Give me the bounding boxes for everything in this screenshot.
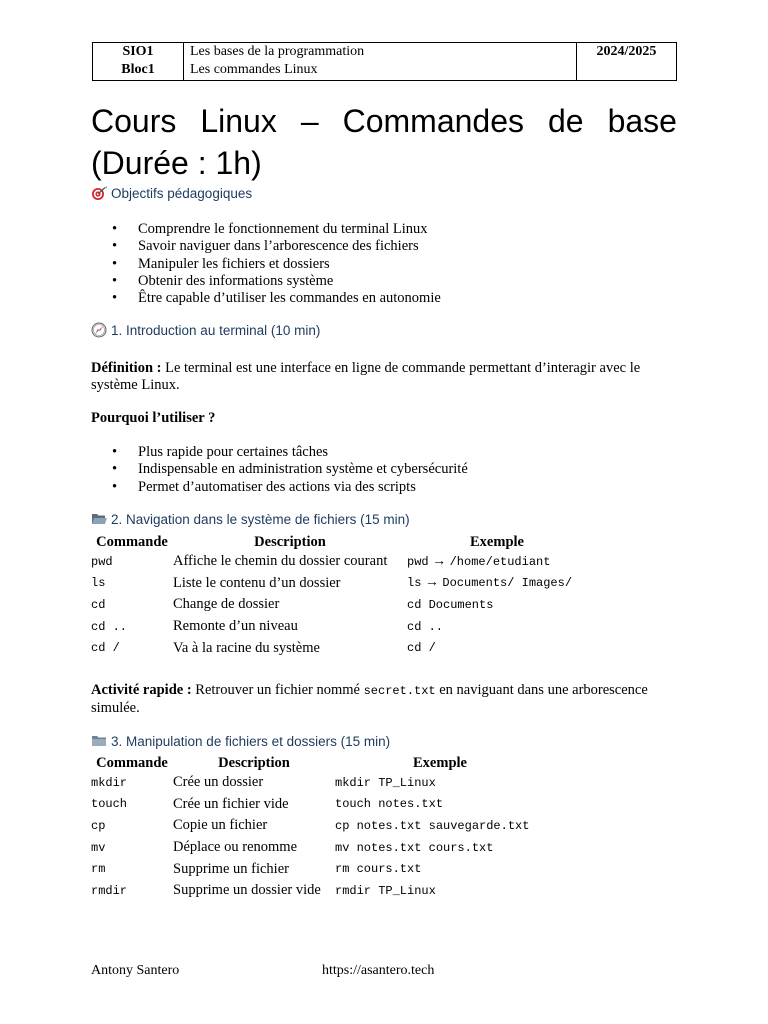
definition-label: Définition : bbox=[91, 360, 162, 376]
column-header: Commande bbox=[96, 755, 168, 771]
table-row bbox=[91, 837, 545, 859]
description-cell: Change de dossier bbox=[173, 596, 280, 613]
table-header-row bbox=[91, 754, 545, 772]
header-subjects bbox=[184, 43, 577, 81]
example-cell: mkdir TP_Linux bbox=[335, 775, 436, 790]
section1-heading bbox=[91, 322, 320, 338]
example-code: ls bbox=[407, 576, 422, 591]
table-row bbox=[91, 815, 545, 837]
arrow-glyph: → bbox=[421, 575, 443, 591]
title-word: Linux bbox=[200, 103, 277, 139]
file-manipulation-table bbox=[91, 754, 545, 902]
arrow-glyph: → bbox=[428, 553, 450, 569]
title-word: Cours bbox=[91, 103, 177, 139]
description-cell: Supprime un fichier bbox=[173, 860, 289, 877]
table-header-row bbox=[91, 533, 587, 551]
description-cell: Déplace ou renomme bbox=[173, 839, 298, 856]
header-code-sio: SIO1 bbox=[122, 44, 154, 59]
why-list bbox=[112, 444, 468, 496]
example-code: pwd bbox=[407, 554, 429, 569]
title-word: base bbox=[607, 103, 677, 139]
why-heading bbox=[91, 410, 677, 427]
description-cell: Affiche le chemin du dossier courant bbox=[173, 553, 388, 570]
command-cell: cd bbox=[91, 597, 106, 612]
activity-code: secret.txt bbox=[363, 684, 436, 698]
description-cell: Liste le contenu d’un dossier bbox=[173, 574, 341, 591]
folder-open-icon bbox=[91, 511, 108, 527]
definition-paragraph bbox=[91, 360, 677, 394]
list-item: • Comprendre le fonctionnement du terminal Linux bbox=[112, 221, 441, 238]
table-row bbox=[91, 551, 587, 573]
page-title bbox=[91, 100, 677, 184]
table-row bbox=[91, 637, 587, 659]
table-row bbox=[91, 616, 587, 638]
description-cell: Va à la racine du système bbox=[173, 639, 320, 656]
example-cell bbox=[407, 594, 587, 616]
command-cell: mkdir bbox=[91, 775, 128, 790]
header-codes bbox=[93, 43, 184, 81]
section1-heading-text: 1. Introduction au terminal (10 min) bbox=[111, 322, 321, 338]
example-cell bbox=[407, 616, 587, 638]
command-cell: rmdir bbox=[91, 883, 128, 898]
column-header: Description bbox=[218, 755, 290, 771]
example-cell bbox=[407, 551, 587, 573]
command-cell: cp bbox=[91, 818, 106, 833]
example-cell: touch notes.txt bbox=[335, 797, 444, 812]
command-cell: cd .. bbox=[91, 619, 128, 634]
activity-text-pre: Retrouver un fichier nommé bbox=[191, 682, 364, 698]
column-header: Exemple bbox=[470, 534, 524, 550]
command-cell: pwd bbox=[91, 554, 113, 569]
objectives-heading-text: Objectifs pédagogiques bbox=[111, 185, 253, 201]
header-subject-1: Les bases de la programmation bbox=[190, 44, 365, 59]
section3-heading-text: 3. Manipulation de fichiers et dossiers (15 min) bbox=[111, 733, 391, 749]
example-cell: rmdir TP_Linux bbox=[335, 883, 436, 898]
table-row bbox=[91, 772, 545, 794]
list-item: • Être capable d’utiliser les commandes en autonomie bbox=[112, 290, 441, 307]
definition-text: Le terminal est une interface en ligne de commande permettant d’interagir avec le système Linux. bbox=[91, 360, 641, 393]
footer-author: Antony Santero bbox=[91, 963, 180, 978]
title-line-1 bbox=[91, 100, 677, 142]
command-cell: mv bbox=[91, 840, 106, 855]
command-cell: rm bbox=[91, 862, 106, 877]
example-cell: rm cours.txt bbox=[335, 862, 422, 877]
command-cell: cd / bbox=[91, 641, 120, 656]
table-row bbox=[91, 880, 545, 902]
list-item: • Savoir naviguer dans l’arborescence des fichiers bbox=[112, 238, 441, 255]
section2-heading-text: 2. Navigation dans le système de fichiers (15 min) bbox=[111, 511, 410, 527]
objectives-list bbox=[112, 221, 441, 307]
list-item: • Indispensable en administration système et cybersécurité bbox=[112, 461, 468, 478]
folder-icon bbox=[91, 733, 108, 749]
command-cell: ls bbox=[91, 576, 106, 591]
title-word: de bbox=[548, 103, 584, 139]
section2-heading bbox=[91, 511, 410, 527]
title-word: Commandes bbox=[342, 103, 525, 139]
example-result: /home/etudiant bbox=[449, 554, 551, 569]
header-year: 2024/2025 bbox=[577, 43, 677, 81]
column-header: Exemple bbox=[413, 755, 467, 771]
list-item: • Permet d’automatiser des actions via des scripts bbox=[112, 479, 468, 496]
column-header: Description bbox=[254, 534, 326, 550]
example-result: Documents/ Images/ bbox=[442, 576, 573, 591]
description-cell: Crée un dossier bbox=[173, 774, 264, 791]
objectives-heading bbox=[91, 185, 252, 201]
table-row bbox=[91, 858, 545, 880]
why-label: Pourquoi l’utiliser ? bbox=[91, 410, 216, 426]
description-cell: Supprime un dossier vide bbox=[173, 882, 321, 899]
list-item: • Manipuler les fichiers et dossiers bbox=[112, 256, 441, 273]
title-word: – bbox=[300, 103, 319, 139]
activity-paragraph bbox=[91, 682, 677, 717]
compass-icon bbox=[91, 322, 108, 338]
navigation-table bbox=[91, 533, 587, 659]
title-line-2: (Durée : 1h) bbox=[91, 145, 262, 181]
footer-url[interactable]: https://asantero.tech bbox=[322, 963, 435, 978]
example-code: cd .. bbox=[407, 619, 444, 634]
activity-label: Activité rapide : bbox=[91, 682, 192, 698]
description-cell: Copie un fichier bbox=[173, 817, 268, 834]
example-cell: mv notes.txt cours.txt bbox=[335, 840, 494, 855]
command-cell: touch bbox=[91, 797, 128, 812]
column-header: Commande bbox=[96, 534, 168, 550]
description-cell: Crée un fichier vide bbox=[173, 795, 289, 812]
header-code-bloc: Bloc1 bbox=[121, 62, 155, 77]
example-cell bbox=[407, 573, 587, 595]
table-row bbox=[91, 794, 545, 816]
list-item: • Plus rapide pour certaines tâches bbox=[112, 444, 468, 461]
example-code: cd Documents bbox=[407, 597, 494, 612]
description-cell: Remonte d’un niveau bbox=[173, 618, 298, 635]
activity-text-post: en naviguant dans une arborescence simulée. bbox=[91, 682, 648, 716]
list-item: • Obtenir des informations système bbox=[112, 273, 441, 290]
example-cell: cp notes.txt sauvegarde.txt bbox=[335, 818, 530, 833]
example-cell bbox=[407, 637, 587, 659]
table-row bbox=[91, 594, 587, 616]
header-subject-2: Les commandes Linux bbox=[190, 62, 318, 77]
section3-heading bbox=[91, 733, 390, 749]
header-table bbox=[92, 42, 677, 81]
example-code: cd / bbox=[407, 641, 436, 656]
target-icon bbox=[91, 185, 108, 201]
table-row bbox=[91, 573, 587, 595]
